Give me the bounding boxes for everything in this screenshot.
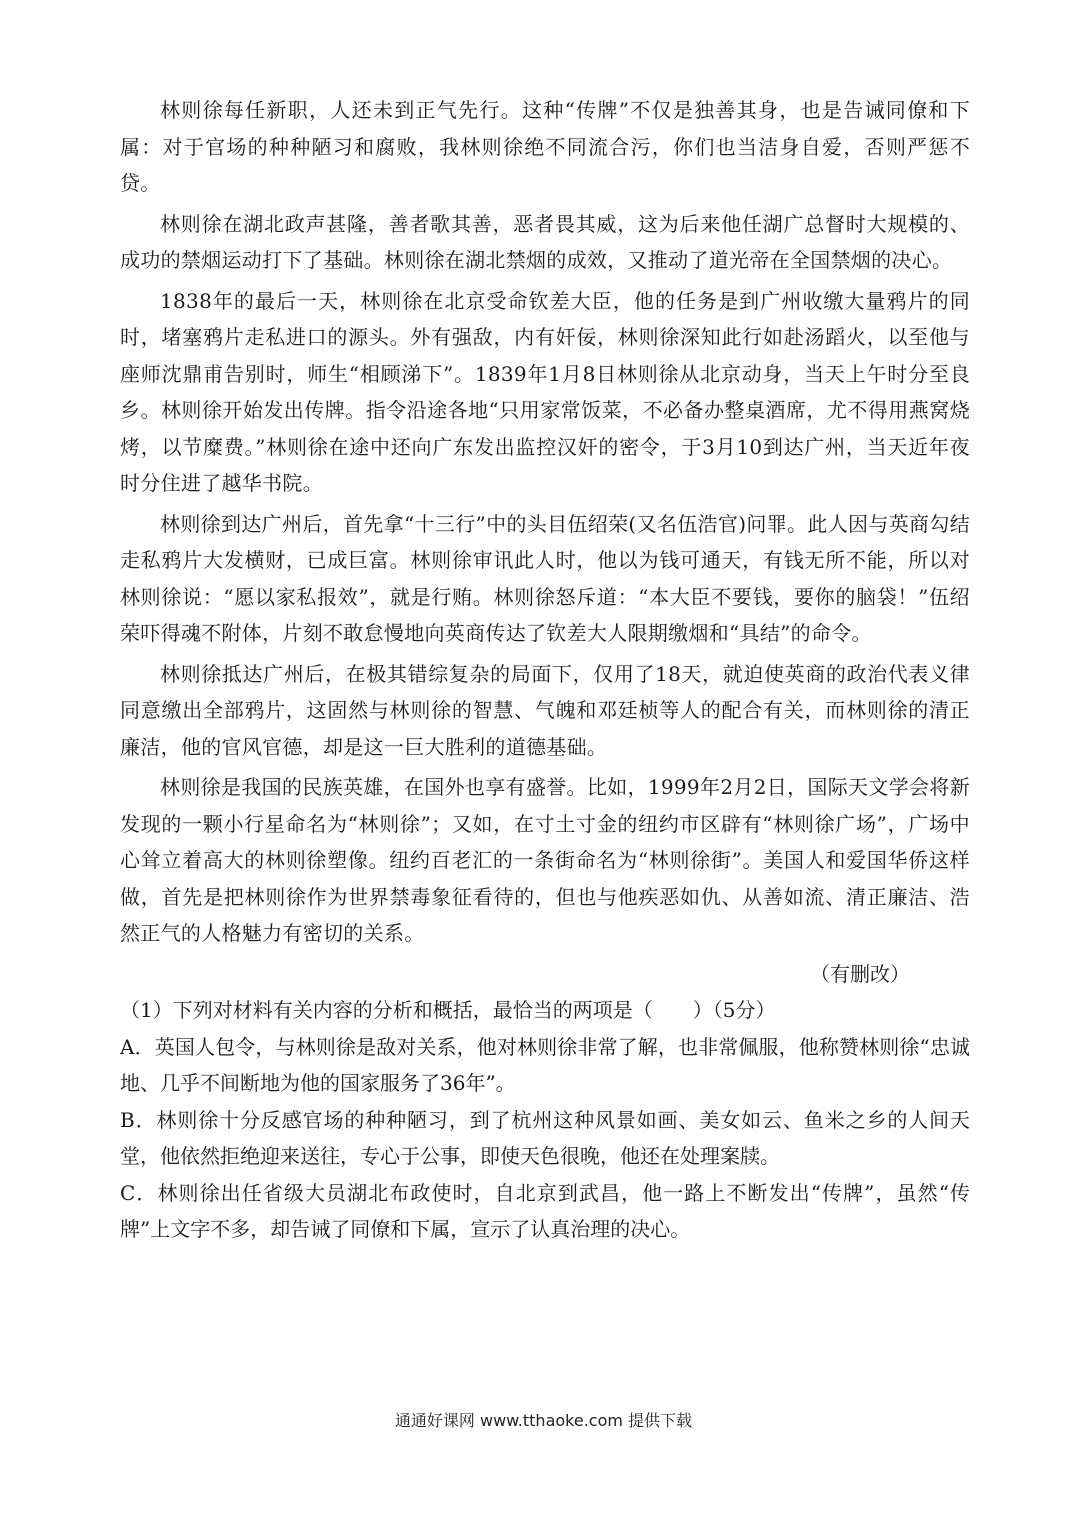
paragraph-3: 1838年的最后一天，林则徐在北京受命钦差大臣，他的任务是到广州收缴大量鸦片的同时，堵塞鸦片走私进口的源头。外有强敌，内有奸佞，林则徐深知此行如赴汤蹈火，以至他与座师沈鼎甫告别时，师生“相顾涕下”。1839年1月8日林则徐从北京动身，当天上午时分至良乡。林则徐开始发出传牌。指令沿途各地“只用家常饭菜，不必备办整桌酒席，尤不得用燕窝烧烤，以节糜费。”林则徐在途中还向广东发出监控汉奸的密令，于3月10到达广州，当天近年夜时分住进了越华书院。 [120,288,970,495]
paragraph-5: 林则徐抵达广州后，在极其错综复杂的局面下，仅用了18天，就迫使英商的政治代表义律同意缴出全部鸦片，这固然与林则徐的智慧、气魄和邓廷桢等人的配合有关，而林则徐的清正廉洁，他的官风官德，却是这一巨大胜利的道德基础。 [120,661,970,759]
paragraph-1: 林则徐每任新职，人还未到正气先行。这种“传牌”不仅是独善其身，也是告诫同僚和下属：对于官场的种种陋习和腐败，我林则徐绝不同流合污，你们也当洁身自爱，否则严惩不贷。 [120,98,970,195]
paragraph-4: 林则徐到达广州后，首先拿“十三行”中的头目伍绍荣(又名伍浩官)问罪。此人因与英商勾结走私鸦片大发横财，已成巨富。林则徐审讯此人时，他以为钱可通天，有钱无所不能，所以对林则徐说：“愿以家私报效”，就是行贿。林则徐怒斥道：“本大臣不要钱，要你的脑袋！”伍绍荣吓得魂不附体，片刻不敢怠慢地向英商传达了钦差大人限期缴烟和“具结”的命令。 [120,511,970,645]
option-c: C．林则徐出任省级大员湖北布政使时，自北京到武昌，他一路上不断发出“传牌”，虽然“传牌”上文字不多，却告诫了同僚和下属，宣示了认真治理的决心。 [120,1180,970,1241]
document-page [120,92,970,1248]
paragraph-2: 林则徐在湖北政声甚隆，善者歌其善，恶者畏其威，这为后来他任湖广总督时大规模的、成功的禁烟运动打下了基础。林则徐在湖北禁烟的成效，又推动了道光帝在全国禁烟的决心。 [120,211,970,272]
paragraph-6: 林则徐是我国的民族英雄，在国外也享有盛誉。比如，1999年2月2日，国际天文学会将新发现的一颗小行星命名为“林则徐”；又如，在寸土寸金的纽约市区辟有“林则徐广场”，广场中心耸立着高大的林则徐塑像。纽约百老汇的一条街命名为“林则徐街”。美国人和爱国华侨这样做，首先是把林则徐作为世界禁毒象征看待的，但也与他疾恶如仇、从善如流、清正廉洁、浩然正气的人格魅力有密切的关系。 [120,775,970,945]
page-footer: 通通好课网 www.tthaoke.com 提供下载 [394,1411,693,1430]
option-b: B．林则徐十分反感官场的种种陋习，到了杭州这种风景如画、美女如云、鱼米之乡的人间天堂，他依然拒绝迎来送往，专心于公事，即使天色很晚，他还在处理案牍。 [120,1107,970,1168]
option-a: A．英国人包令，与林则徐是敌对关系，他对林则徐非常了解，也非常佩服，他称赞林则徐“忠诚地、几乎不间断地为他的国家服务了36年”。 [120,1034,970,1095]
edit-note: （有删改） [810,961,910,986]
question-1: （1）下列对材料有关内容的分析和概括，最恰当的两项是（ ）（5分） [120,998,776,1022]
